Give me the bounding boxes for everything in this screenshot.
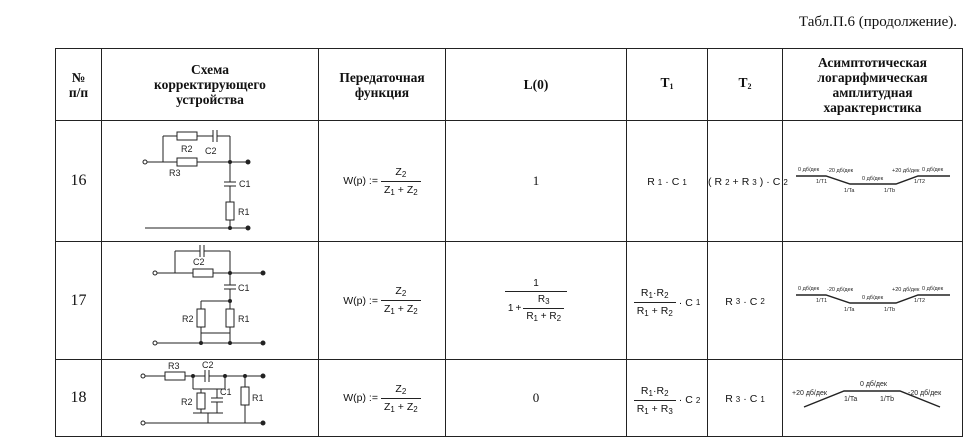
label-r3: R3	[169, 167, 181, 178]
header-row	[56, 49, 963, 121]
l0-value: 1	[446, 121, 627, 242]
slope-label: 0 дб/дек	[861, 295, 883, 301]
freq-label: 1/Tb	[879, 396, 894, 403]
slope-label: -20 дб/дек	[826, 287, 853, 293]
freq-label: 1/Tb	[883, 307, 895, 313]
header-num: № п/п	[56, 49, 102, 121]
transfer-function: W(p) := $\frac{Z_2}{Z_1 + Z_2}$	[319, 360, 446, 437]
transfer-function: W(p) := $\frac{Z_2}{Z_1 + Z_2}$	[319, 121, 446, 242]
header-characteristic: Асимптотическая логарифмическая амплитудная характеристика	[783, 49, 963, 121]
label-r1: R1	[238, 206, 250, 217]
label-c2: C2	[193, 257, 205, 267]
amplitude-characteristic	[783, 242, 963, 360]
t1-value: R 1 · C 1	[627, 121, 708, 242]
label-r1: R1	[238, 314, 250, 324]
table-row	[56, 121, 963, 242]
lac-18-svg	[788, 373, 958, 418]
table-caption: Табл.П.6 (продолжение).	[798, 14, 957, 30]
circuit-diagram	[102, 360, 319, 437]
slope-label: +20 дб/дек	[791, 390, 827, 397]
row-number: 18	[56, 360, 102, 437]
freq-label: 1/Ta	[843, 396, 857, 403]
amplitude-characteristic	[783, 360, 963, 437]
freq-label: 1/T2	[913, 178, 925, 185]
circuit-17-svg	[135, 243, 285, 353]
label-c1: C1	[238, 283, 250, 293]
label-r2: R2	[181, 143, 193, 154]
header-t1: $T_1$	[627, 49, 708, 121]
slope-label: +20 дб/дек	[891, 167, 919, 174]
header-transfer: Передаточная функция	[319, 49, 446, 121]
circuit-diagram	[102, 121, 319, 242]
slope-label: 0 дб/дек	[921, 286, 943, 292]
slope-label: 0 дб/дек	[861, 175, 883, 182]
slope-label: 0 дб/дек	[859, 381, 887, 388]
label-c1: C1	[239, 178, 251, 189]
freq-label: 1/Ta	[843, 187, 854, 194]
row-number: 16	[56, 121, 102, 242]
slope-label: -20 дб/дек	[826, 167, 853, 174]
label-r1: R1	[252, 392, 264, 403]
lac-17-svg	[788, 278, 958, 318]
transfer-function: W(p) := $\frac{Z_2}{Z_1 + Z_2}$	[319, 242, 446, 360]
l0-value: 1 1 + $\frac{R_3}{R_1 + R_2}$	[446, 242, 627, 360]
circuit-18-svg	[135, 361, 285, 431]
label-c2: C2	[202, 360, 214, 370]
slope-label: 0 дб/дек	[797, 166, 819, 173]
t2-value: R 3 · C 2	[708, 242, 783, 360]
t1-value: $\frac{R_1\cdot R_2}{R_1 + R_3}$ · C 2	[627, 360, 708, 437]
t2-value: R 3 · C 1	[708, 360, 783, 437]
freq-label: 1/T1	[815, 178, 827, 185]
lac-16-svg	[788, 159, 958, 199]
freq-label: 1/Ta	[843, 307, 854, 313]
freq-label: 1/T2	[913, 298, 925, 304]
slope-label: -20 дб/дек	[907, 390, 941, 397]
correction-devices-table	[55, 48, 963, 437]
freq-label: 1/Tb	[883, 187, 895, 194]
l0-value: 0	[446, 360, 627, 437]
circuit-16-svg	[135, 124, 285, 234]
t2-value: ( R 2 + R 3 ) · C 2	[708, 121, 783, 242]
header-l0: L(0)	[446, 49, 627, 121]
table-row	[56, 242, 963, 360]
label-c1: C1	[220, 386, 232, 397]
slope-label: 0 дб/дек	[921, 166, 943, 173]
header-scheme: Схема корректирующего устройства	[102, 49, 319, 121]
label-r3: R3	[168, 360, 180, 371]
amplitude-characteristic	[783, 121, 963, 242]
slope-label: +20 дб/дек	[891, 287, 919, 293]
table-row	[56, 360, 963, 437]
circuit-diagram	[102, 242, 319, 360]
label-r2: R2	[182, 314, 194, 324]
t1-value: $\frac{R_1\cdot R_2}{R_1 + R_2}$ · C 1	[627, 242, 708, 360]
label-c2: C2	[205, 145, 217, 156]
header-t2: $T_2$	[708, 49, 783, 121]
slope-label: 0 дб/дек	[797, 286, 819, 292]
freq-label: 1/T1	[815, 298, 827, 304]
row-number: 17	[56, 242, 102, 360]
label-r2: R2	[181, 396, 193, 407]
